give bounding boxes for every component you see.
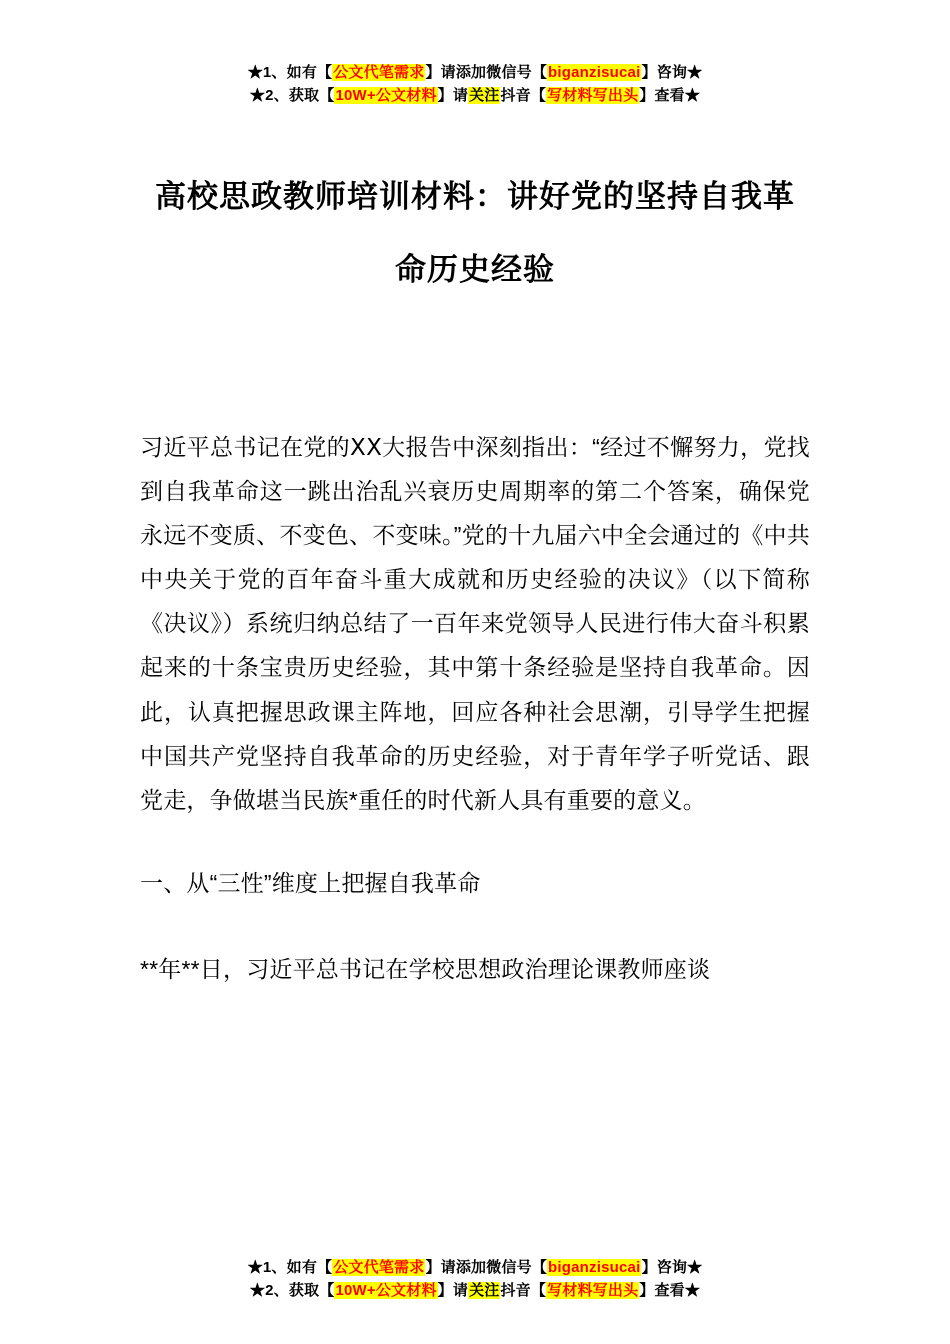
document-body: [140, 425, 810, 992]
promo-line-2-tail: 查看★: [654, 86, 701, 104]
promo-line-1-bottom: [0, 1257, 950, 1280]
body-paragraph-2: **年**日，习近平总书记在学校思想政治理论课教师座谈: [140, 955, 711, 982]
body-paragraph-1: 习近平总书记在党的ⅩⅩ大报告中深刻指出：“经过不懈努力，党找到自我革命这一跳出治乱兴衰历史周期率的第二个答案，确保党永远不变质、不变色、不变味。”党的十九届六中全会通过的《中共中央关于党的百年奋斗重大成就和历史经验的决议》（以下简称《决议》）系统归纳总结了一百年来党领导人民进行伟大奋斗积累起来的十条宝贵历史经验，其中第十条经验是坚持自我革命。因此，认真把握思政课主阵地，回应各种社会思潮，引导学生把握中国共产党坚持自我革命的历史经验，对于青年学子听党话、跟党走，争做堪当民族*重任的时代新人具有重要的意义。: [140, 433, 810, 813]
promo-line-2-mid: 请: [452, 86, 469, 104]
promo-line-2-mid2: 抖音: [500, 86, 531, 104]
promo-line-2-tag: 10W+公文材料: [335, 86, 437, 104]
promo-line-2-bracket-close2: 】: [639, 86, 655, 104]
promo-line-1-lead: ★1、如有: [247, 64, 318, 81]
promo-line-2-bottom-bracket-open2: 【: [530, 1281, 547, 1299]
promo-line-1-bottom-bracket-open2: 【: [531, 1259, 548, 1276]
promo-line-2-account: 写材料写出头: [547, 86, 639, 104]
promo-banner-bottom: [0, 1257, 950, 1302]
promo-line-2-bottom-keyword: 关注: [469, 1281, 500, 1299]
promo-line-2: [140, 85, 810, 108]
section-heading-1: 一、从“三性”维度上把握自我革命: [140, 870, 481, 897]
promo-line-1-mid: 请添加微信号: [440, 64, 532, 81]
promo-line-1-tail: 咨询★: [656, 64, 703, 81]
promo-line-2-bottom-account: 写材料写出头: [547, 1281, 639, 1299]
promo-line-2-keyword: 关注: [469, 86, 500, 104]
promo-line-1-bottom-mid: 请添加微信号: [440, 1259, 532, 1276]
promo-line-2-bracket-open2: 【: [530, 86, 547, 104]
promo-line-2-bottom-lead: ★2、获取: [249, 1281, 320, 1299]
promo-line-2-bottom-mid: 请: [452, 1281, 469, 1299]
promo-line-1-bracket-close: 】: [425, 64, 441, 81]
promo-line-1-bottom-tag: 公文代笔需求: [333, 1259, 425, 1276]
promo-line-1-bracket-open: 【: [317, 64, 333, 81]
promo-line-1-bottom-bracket-close2: 】: [641, 1259, 657, 1276]
promo-line-2-bracket-close: 】: [437, 86, 453, 104]
promo-line-2-bottom-bracket-close2: 】: [639, 1281, 655, 1299]
promo-line-2-bottom-tag: 10W+公文材料: [335, 1281, 437, 1299]
promo-line-2-bracket-open: 【: [319, 86, 335, 104]
promo-line-1-tag: 公文代笔需求: [333, 64, 425, 81]
page-title: 高校思政教师培训材料：讲好党的坚持自我革命历史经验: [155, 179, 795, 287]
promo-line-1-bracket-open2: 【: [531, 64, 548, 81]
promo-line-1-bottom-lead: ★1、如有: [247, 1259, 318, 1276]
promo-line-2-bottom-bracket-open: 【: [319, 1281, 335, 1299]
promo-line-2-bottom-mid2: 抖音: [500, 1281, 531, 1299]
promo-line-2-bottom: [0, 1280, 950, 1303]
promo-banner-top: [140, 0, 810, 107]
promo-line-1-account: biganzisucai: [548, 64, 641, 81]
promo-line-1-bottom-bracket-open: 【: [317, 1259, 333, 1276]
promo-line-2-bottom-bracket-close: 】: [437, 1281, 453, 1299]
promo-line-2-bottom-tail: 查看★: [654, 1281, 701, 1299]
promo-line-1: [140, 62, 810, 85]
promo-line-1-bottom-bracket-close: 】: [425, 1259, 441, 1276]
promo-line-1-bracket-close2: 】: [641, 64, 657, 81]
promo-line-1-bottom-account: biganzisucai: [548, 1259, 641, 1276]
promo-line-2-lead: ★2、获取: [249, 86, 320, 104]
promo-line-1-bottom-tail: 咨询★: [656, 1259, 703, 1276]
